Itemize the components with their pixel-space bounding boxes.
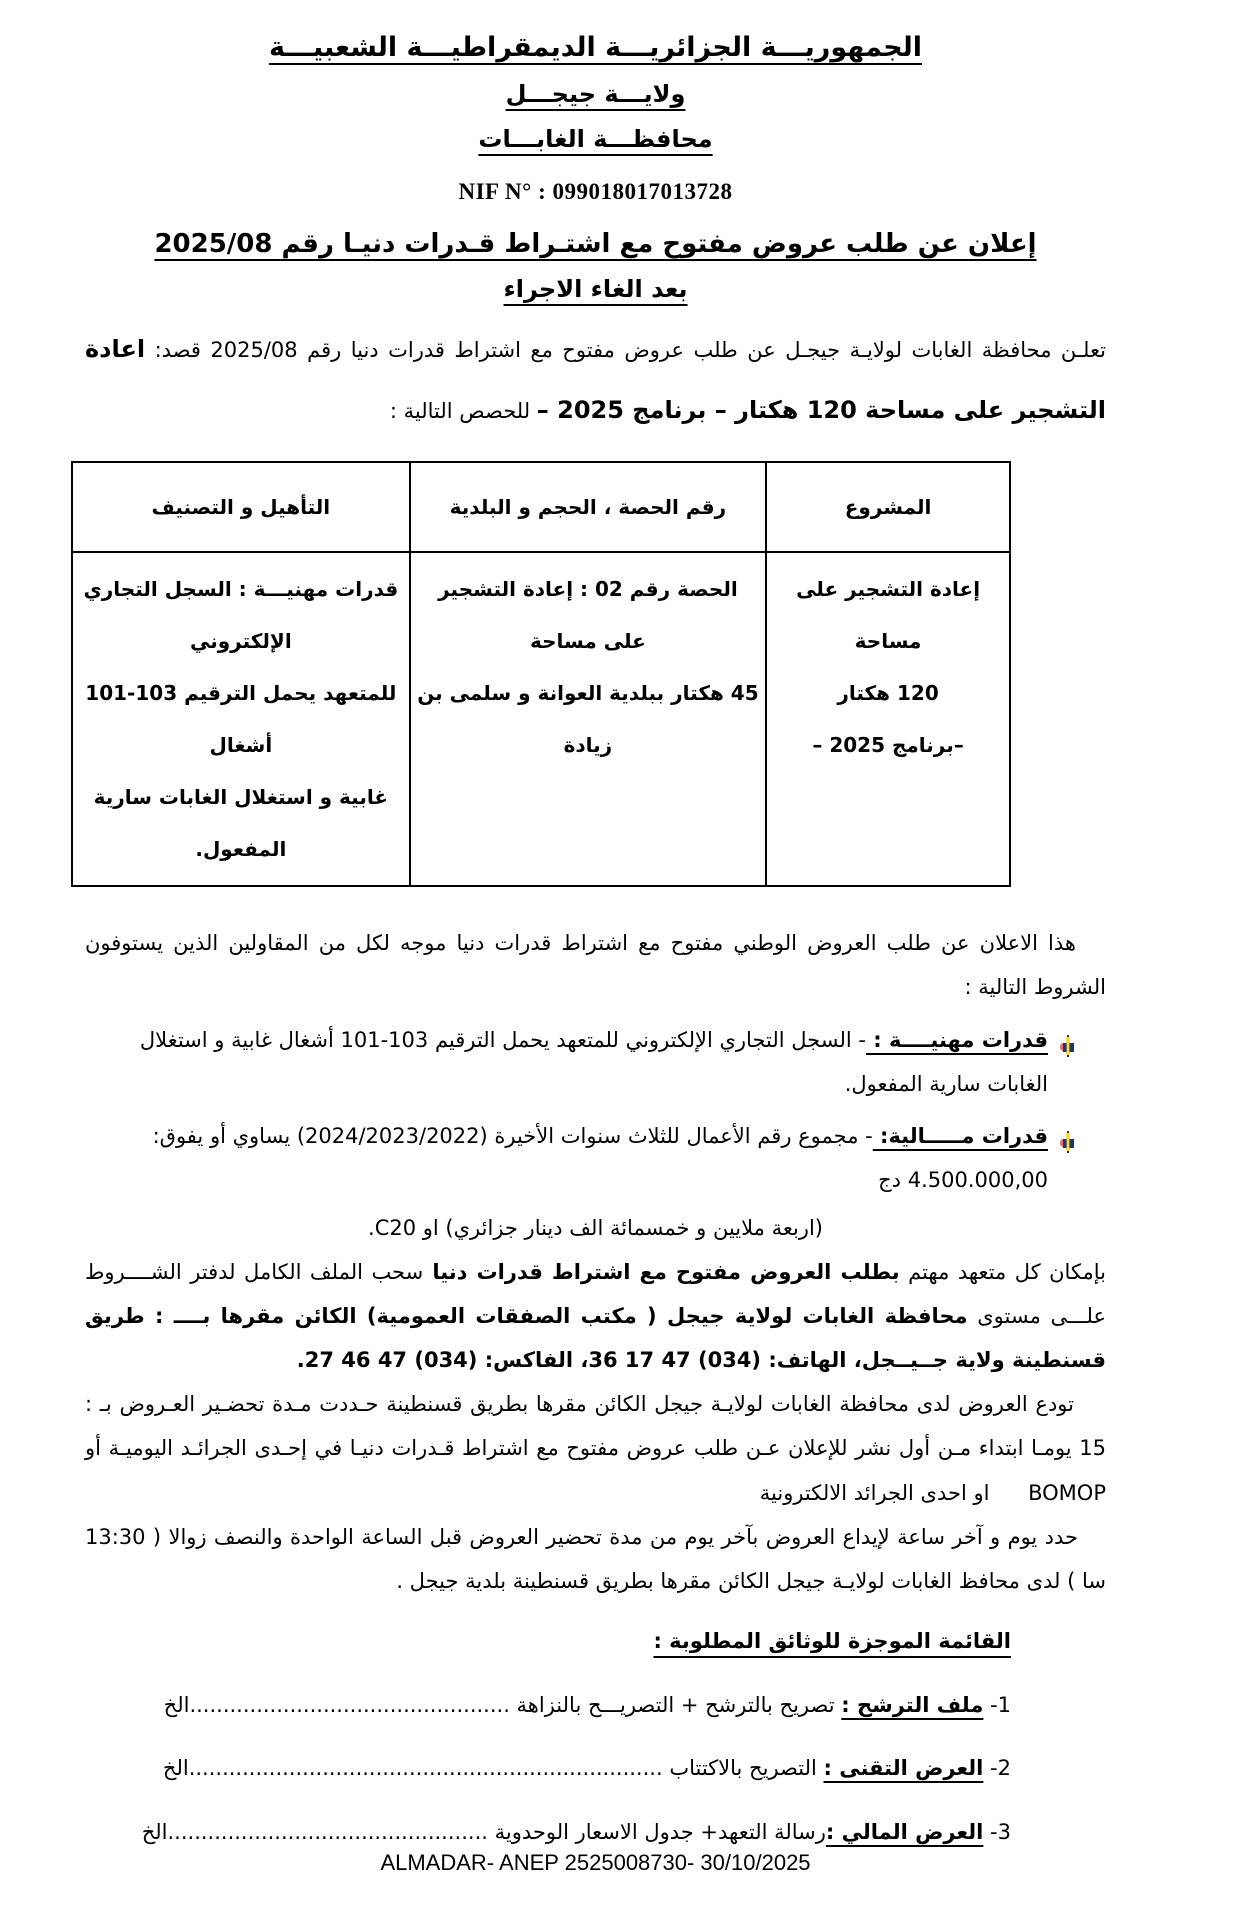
- condition-professional: [85, 1018, 1106, 1106]
- doc-item-text: التصريح بالاكتتاب: [662, 1756, 824, 1781]
- withdrawal-period: .: [296, 1348, 305, 1373]
- condition-financial: [85, 1114, 1106, 1202]
- doc-item-label: العرض التقنى :: [823, 1756, 984, 1781]
- doc-item-number: 2-: [983, 1756, 1011, 1781]
- intro-number: 2025/08: [210, 338, 298, 362]
- cell-lot: [410, 552, 766, 886]
- withdrawal-text-2: بطلب العروض مفتوح مع اشتراط قدرات دنيا: [423, 1260, 900, 1285]
- header-wilaya: ولايـــة جيجـــل: [505, 80, 686, 108]
- doc-item-number: 3-: [983, 1819, 1011, 1844]
- cell-project: [766, 552, 1010, 886]
- deposit-text-2: او احدى الجرائد الالكترونية: [759, 1480, 997, 1505]
- lot-line: الحصة رقم 02 : إعادة التشجير على مساحة: [438, 577, 738, 654]
- doc-item-label: ملف الترشح :: [841, 1692, 984, 1717]
- doc-item-financial: [85, 1816, 1011, 1850]
- condition-financial-amount-words: (اربعة ملايين و خمسمائة الف دينار جزائري) او C20.: [368, 1215, 823, 1240]
- cell-qualification: [72, 552, 410, 886]
- intro-text-2: قصد:: [145, 338, 211, 362]
- colored-square-bullet-icon: [1060, 1124, 1076, 1168]
- table-header-row: [72, 462, 1010, 552]
- condition-professional-text: [85, 1018, 1048, 1106]
- header-department: محافظـــة الغابـــات: [478, 125, 713, 153]
- required-documents-heading: القائمة الموجزة للوثائق المطلوبة :: [653, 1628, 1011, 1653]
- announcement-subtitle: بعد الغاء الاجراء: [503, 275, 688, 303]
- doc-item-candidacy: [85, 1689, 1011, 1723]
- bomop-acronym: BOMOP: [1028, 1480, 1106, 1505]
- condition-professional-label: قدرات مهنيــــة :: [865, 1027, 1048, 1052]
- deadline-paragraph: حدد يوم و آخر ساعة لإيداع العروض بآخر يوم من مدة تحضير العروض قبل الساعة الواحدة والنصف زوالا ( 13:30 سا ) لدى محافظ الغابات لولايـة جيجل الكائن مقرها بطريق قسنطينة بلدية جيجل .: [85, 1524, 1106, 1593]
- withdrawal-text-3: سحب الملف الكامل لدفتر الشــــروط علـــى مستوى: [85, 1260, 1106, 1329]
- qualification-line: قدرات مهنيـــة : السجل التجاري الإلكتروني: [83, 577, 399, 654]
- dotted-leader: ................................................: [189, 1692, 510, 1717]
- project-line: إعادة التشجير على مساحة: [796, 577, 981, 654]
- doc-item-technical: [85, 1752, 1011, 1786]
- intro-text-1: تعلـن محافظة الغابات لولايـة جيجـل عن طلب عروض مفتوح مع اشتراط قدرات دنيا رقم: [297, 338, 1106, 362]
- phone-number: 36 17 47 (034): [588, 1348, 762, 1373]
- header-lot: رقم الحصة ، الحجم و البلدية: [410, 462, 766, 552]
- condition-professional-body: - السجل التجاري الإلكتروني للمتعهد يحمل الترقيم 103-101 أشغال غابية و استغلال الغابات سارية المفعول.: [139, 1027, 1048, 1096]
- header-nif: NIF N° : 099018017013728: [458, 179, 733, 204]
- lot-line: 45 هكتار ببلدية العوانة و سلمى بن زيادة: [417, 681, 759, 758]
- doc-item-etc: الخ: [162, 1756, 189, 1781]
- doc-item-etc: الخ: [163, 1692, 190, 1717]
- withdrawal-text-1: بإمكان كل متعهد مهتم: [899, 1260, 1106, 1285]
- project-line: 120 هكتار: [837, 681, 939, 706]
- publication-footer: ALMADAR- ANEP 2525008730- 30/10/2025: [380, 1849, 811, 1875]
- intro-paragraph: [85, 319, 1106, 441]
- condition-financial-body: - مجموع رقم الأعمال للثلاث سنوات الأخيرة (2024/2023/2022) يساوي أو يفوق: 4.500.000,00 دج: [152, 1123, 1048, 1192]
- dotted-leader: ................................................: [167, 1819, 488, 1844]
- conditions-intro: هذا الاعلان عن طلب العروض الوطني مفتوح مع اشتراط قدرات دنيا موجه لكل من المقاولين الذين يستوفون الشروط التالية :: [85, 931, 1106, 1000]
- header-qualification: التأهيل و التصنيف: [72, 462, 410, 552]
- withdrawal-text-4: محافظة الغابات لولاية جيجل ( مكتب الصفقات العمومية) الكائن مقرها بــــ : طريق قسنطينة ولاية جــيــجل، الهاتف:: [85, 1304, 1106, 1373]
- withdrawal-paragraph: [85, 1250, 1106, 1382]
- deposit-text-1: تودع العروض لدى محافظة الغابات لولايـة جيجل الكائن مقرها بطريق قسنطينة حـددت مـدة تحضـير العـروض بـ : 15 يومـا ابتداء مـن أول نشر للإعلان عـن طلب عروض مفتوح مع اشتراط قـدرات دنيـا في إحـدى الجرائـد اليوميـة أو: [85, 1392, 1106, 1461]
- header-project: المشروع: [766, 462, 1010, 552]
- doc-item-number: 1-: [983, 1692, 1011, 1717]
- condition-financial-text: [85, 1114, 1048, 1202]
- doc-item-label: العرض المالي :: [825, 1819, 984, 1844]
- deposit-paragraph: [85, 1382, 1106, 1514]
- colored-square-bullet-icon: [1060, 1028, 1076, 1072]
- doc-item-text: تصريح بالترشح + التصريـــح بالنزاهة: [509, 1692, 842, 1717]
- qualification-line: غابية و استغلال الغابات سارية المفعول.: [93, 785, 389, 862]
- header-country: الجمهوريـــة الجزائريـــة الديمقراطيـــة الشعبيـــة: [268, 32, 923, 63]
- announcement-title: إعلان عن طلب عروض مفتوح مع اشتـراط قـدرات دنيـا رقم 2025/08: [154, 229, 1037, 259]
- doc-item-etc: الخ: [141, 1819, 168, 1844]
- condition-financial-label: قدرات مـــــالية:: [872, 1123, 1048, 1148]
- fax-number: 27 46 47 (034): [304, 1348, 478, 1373]
- intro-text-3: للحصص التالية :: [389, 399, 537, 424]
- doc-item-text: رسالة التعهد+ جدول الاسعار الوحدوية: [487, 1819, 826, 1844]
- qualification-line: للمتعهد يحمل الترقيم 103-101 أشغال: [85, 681, 397, 758]
- withdrawal-text-5: ، الفاكس:: [477, 1348, 589, 1373]
- table-row: [72, 552, 1010, 886]
- project-line: –برنامج 2025 –: [812, 733, 964, 758]
- dotted-leader: .......................................................................: [188, 1756, 663, 1781]
- intro-project-bold: اعادة التشجير على مساحة 120 هكتار – برنامج 2025 –: [85, 335, 1106, 425]
- lots-table: [71, 461, 1011, 887]
